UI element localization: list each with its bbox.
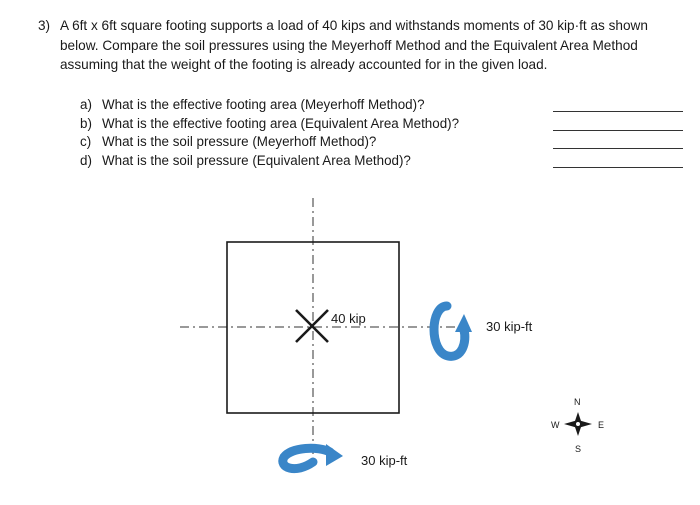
compass-south: S: [575, 444, 582, 454]
compass-rose-icon: [551, 397, 604, 454]
problem-line-1: A 6ft x 6ft square footing supports a load of 40 kips and withstands moments of 30 kip·ft as shown: [60, 18, 648, 33]
load-point-x-icon: [296, 310, 328, 342]
problem-number: 3): [38, 18, 51, 33]
question-text: What is the effective footing area (Equivalent Area Method)?: [102, 115, 460, 131]
question-letter: c): [80, 134, 92, 149]
question-letter: b): [80, 115, 92, 131]
moment-arrow-bottom-icon: [283, 444, 343, 469]
compass-north: N: [574, 397, 581, 407]
question-letter: d): [80, 152, 92, 168]
moment-bottom-label: 30 kip-ft: [361, 453, 408, 468]
compass-west: W: [551, 420, 560, 430]
question-text: What is the soil pressure (Equivalent Area Method)?: [102, 152, 411, 168]
problem-line-3: assuming that the weight of the footing is already accounted for in the given load.: [60, 57, 548, 72]
question-text: What is the effective footing area (Meyerhoff Method)?: [102, 97, 425, 112]
moment-right-label: 30 kip-ft: [486, 319, 533, 334]
problem-line-2: below. Compare the soil pressures using the Meyerhoff Method and the Equivalent Area Method: [60, 37, 638, 53]
moment-arrow-right-icon: [434, 306, 472, 356]
question-letter: a): [80, 97, 92, 112]
load-label: 40 kip: [331, 311, 366, 326]
compass-east: E: [598, 420, 605, 430]
question-text: What is the soil pressure (Meyerhoff Method)?: [102, 134, 377, 149]
